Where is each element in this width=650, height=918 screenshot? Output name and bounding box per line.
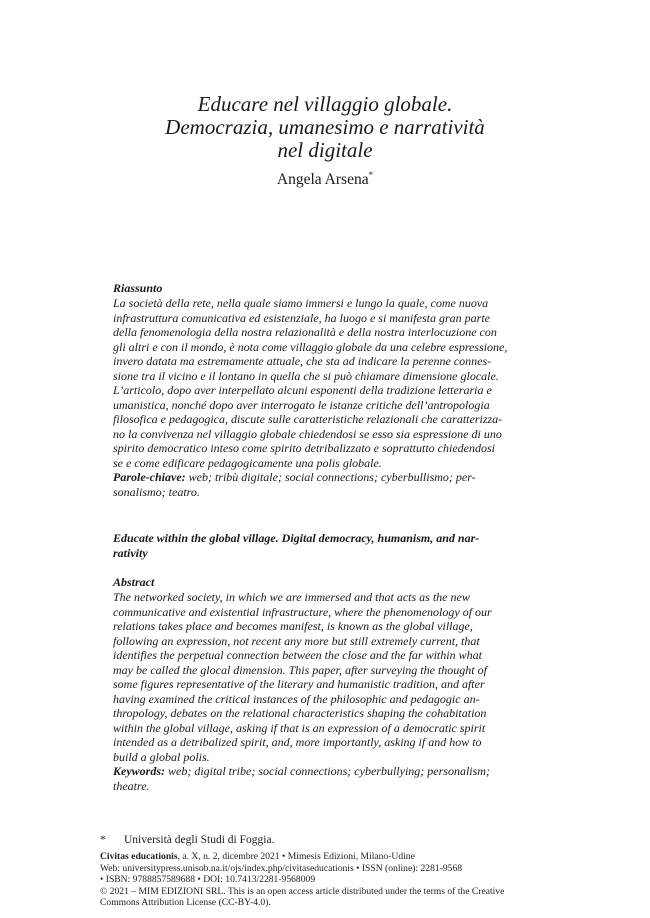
riassunto-line: se e come edificare pedagogicamente una polis globale. [113,455,382,470]
footer-line-5: Commons Attribution License (CC-BY-4.0). [100,897,271,909]
author-name: Angela Arsena [276,171,369,189]
english-title-line-2: rativity [113,546,148,560]
riassunto-line: invero datata ma estremamente attuale, che sta ad indicare la perenne connes- [113,354,492,368]
parole-chiave-cont: sonalismo; teatro. [113,484,200,499]
footer-line-4: © 2021 – MIM EDIZIONI SRL. This is an open access article distributed under the terms of the Creative [100,885,505,897]
abstract-line: identifies the perpetual connection between the close and the far within what [113,648,482,662]
footnote-text: Università degli Studi di Foggia. [124,834,275,846]
keywords [113,764,551,779]
english-title-line-1: Educate within the global village. Digital democracy, humanism, and nar- [113,531,480,545]
footer-line-1 [100,851,570,863]
title-line-3: nel digitale [277,138,373,162]
title-line-1: Educare nel villaggio globale. [197,92,453,116]
abstract-line: intended as a detribalized spirit, and, more importantly, asking if and how to [113,735,482,749]
riassunto-line: spirito democratico inteso come spirito detribalizzato e soprattutto chiedendosi [113,441,495,455]
title-line-2: Democrazia, umanesimo e narratività [165,115,485,139]
abstract-line: thropology, debates on the relational characteristics shaping the cohabitation [113,706,487,720]
abstract-line: following an expression, not recent any more but still extremely current, that [113,633,480,648]
author-footnote-mark: * [368,170,374,180]
riassunto-line: filosofica e pedagogica, discute sulle caratteristiche relazionali che caratterizza- [113,412,503,426]
abstract-line: The networked society, in which we are immersed and that acts as the new [113,590,470,604]
keywords-text: web; digital tribe; social connections; cyberbullying; personalism; [165,764,490,778]
parole-chiave-label: Parole-chiave: [113,470,186,484]
riassunto-heading: Riassunto [113,281,163,295]
footer-line-3: • ISBN: 9788857589688 • DOI: 10.7413/2281-9568009 [100,874,316,886]
author [90,170,560,189]
title-block [90,93,560,189]
abstract-line: having examined the critical instances of the philosophic and pedagogic an- [113,691,480,706]
abstract-body [113,590,551,764]
riassunto-body [113,296,551,470]
abstract-line: build a global polis. [113,749,210,764]
abstract-heading: Abstract [113,575,155,589]
footnote [100,834,274,846]
riassunto-section [113,281,551,499]
abstract-section [113,575,551,793]
journal-footer [100,851,570,909]
riassunto-line: L’articolo, dopo aver interpellato alcuni esponenti della tradizione letteraria e [113,383,492,397]
parole-chiave-text: web; tribù digitale; social connections; cyberbullismo; per- [185,470,476,484]
journal-issue: , a. X, n. 2, dicembre 2021 • Mimesis Edizioni, Milano-Udine [177,851,415,862]
parole-chiave [113,470,551,485]
riassunto-line: della fenomenologia della nostra relazionalità e della nostra interlocuzione con [113,325,497,339]
english-title [113,531,551,561]
abstract-line: within the global village, asking if that is an expression of a democratic spirit [113,720,486,735]
abstract-line: relations takes place and becomes manifest, is known as the global village, [113,619,473,633]
abstract-line: may be called the glocal dimension. This paper, after surveying the thought of [113,662,487,677]
riassunto-line: sione tra il vicino e il lontano in quella che si può chiamare dimensione glocale. [113,368,499,383]
keywords-label: Keywords: [113,764,165,778]
keywords-cont: theatre. [113,778,150,793]
abstract-line: communicative and existential infrastructure, where the phenomenology of our [113,604,492,619]
journal-name: Civitas educationis [100,851,178,862]
footnote-mark: * [100,834,106,846]
riassunto-line: La società della rete, nella quale siamo immersi e lungo la quale, come nuova [113,296,489,310]
footer-line-2: Web: universitypress.unisob.na.it/ojs/index.php/civitaseducationis • ISSN (online): 2281-9568 [100,862,463,874]
riassunto-line: infrastruttura comunicativa ed esistenziale, ha luogo e si manifesta gran parte [113,310,490,325]
riassunto-line: umanistica, nonché dopo aver interrogato le istanze critiche dell’antropologia [113,397,490,412]
riassunto-line: gli altri e con il mondo, è nota come villaggio globale da una celebre espressione, [113,339,508,354]
riassunto-line: no la convivenza nel villaggio globale chiedendosi se esso sia espressione di uno [113,426,502,441]
abstract-line: some figures representative of the literary and humanistic tradition, and after [113,677,485,691]
